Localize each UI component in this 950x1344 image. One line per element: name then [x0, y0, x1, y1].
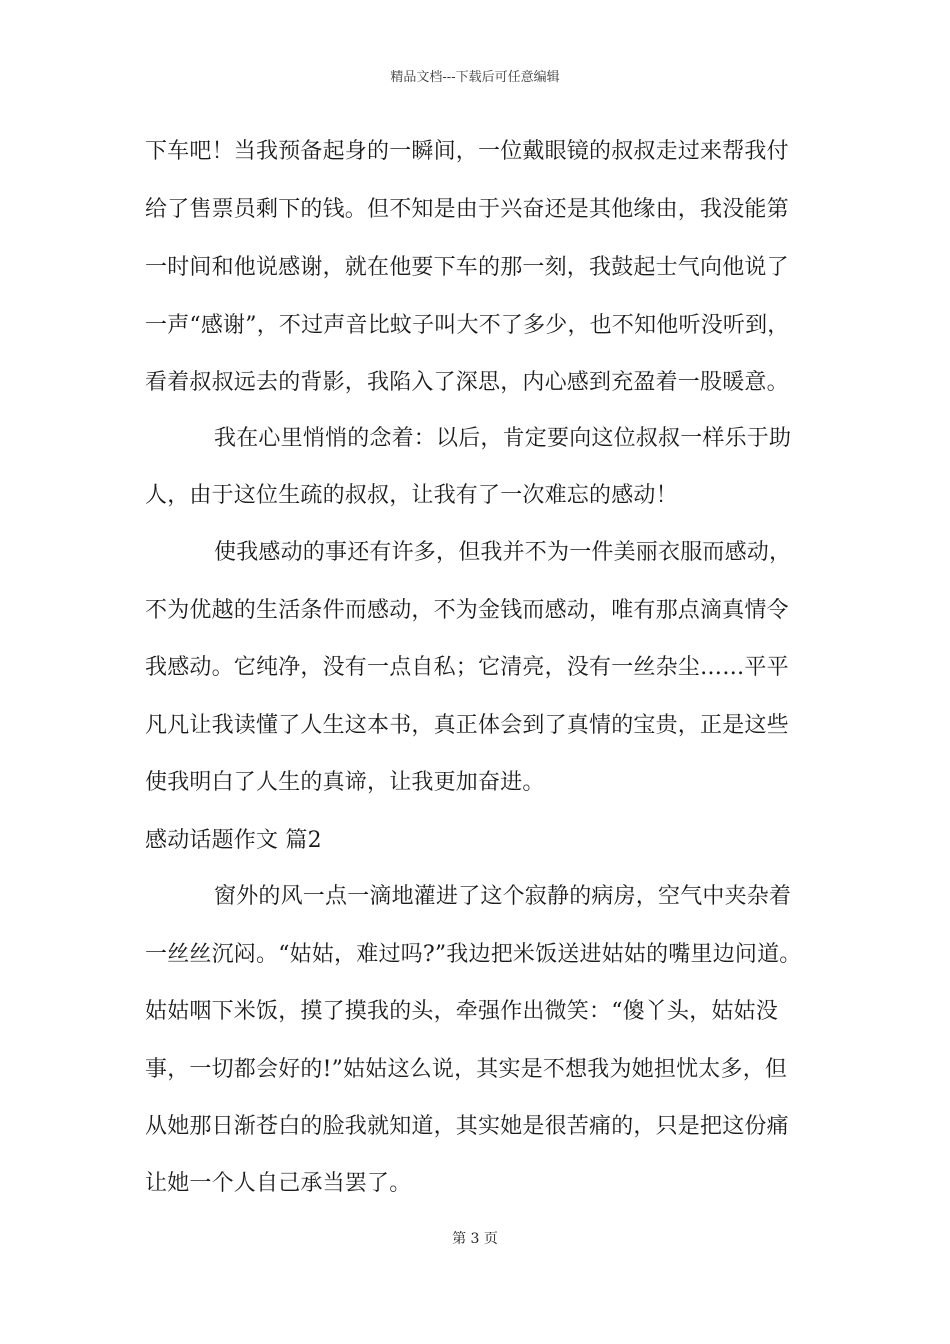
text-line: 一声“感谢”，不过声音比蚊子叫大不了多少，也不知他听没听到， [145, 313, 790, 338]
text-line: 凡凡让我读懂了人生这本书，真正体会到了真情的宝贵，正是这些 [145, 713, 789, 738]
section-title: 感动话题作文 篇2 [145, 828, 322, 853]
text-line: 事，一切都会好的!”姑姑这么说，其实是不想我为她担忧太多，但 [145, 1057, 788, 1082]
text-line: 姑姑咽下米饭，摸了摸我的头，牵强作出微笑：“傻丫头，姑姑没 [145, 999, 779, 1024]
text-line: 使我明白了人生的真谛，让我更加奋进。 [145, 770, 545, 795]
text-line: 一丝丝沉闷。“姑姑，难过吗?”我边把米饭送进姑姑的嘴里边问道。 [145, 942, 802, 967]
text-line: 不为优越的生活条件而感动，不为金钱而感动，唯有那点滴真情令 [145, 598, 789, 623]
text-line: 从她那日渐苍白的脸我就知道，其实她是很苦痛的，只是把这份痛 [145, 1114, 789, 1139]
text-line: 让她一个人自己承当罢了。 [145, 1171, 412, 1196]
text-line: 给了售票员剩下的钱。但不知是由于兴奋还是其他缘由，我没能第 [145, 197, 789, 222]
text-line: 一时间和他说感谢，就在他要下车的那一刻，我鼓起士气向他说了 [145, 255, 789, 280]
text-line: 窗外的风一点一滴地灌进了这个寂静的病房，空气中夹杂着 [214, 884, 792, 909]
text-line: 我感动。它纯净，没有一点自私；它清亮，没有一丝杂尘……平平 [145, 655, 789, 680]
page-header: 精品文档---下载后可任意编辑 [390, 70, 560, 85]
text-line: 下车吧！当我预备起身的一瞬间，一位戴眼镜的叔叔走过来帮我付 [145, 139, 789, 164]
page-number: 第 3 页 [452, 1231, 498, 1247]
text-line: 看着叔叔远去的背影，我陷入了深思，内心感到充盈着一股暖意。 [145, 370, 789, 395]
text-line: 使我感动的事还有许多，但我并不为一件美丽衣服而感动， [214, 540, 792, 565]
text-line: 人，由于这位生疏的叔叔，让我有了一次难忘的感动！ [145, 483, 678, 508]
text-line: 我在心里悄悄的念着：以后，肯定要向这位叔叔一样乐于助 [214, 426, 792, 451]
